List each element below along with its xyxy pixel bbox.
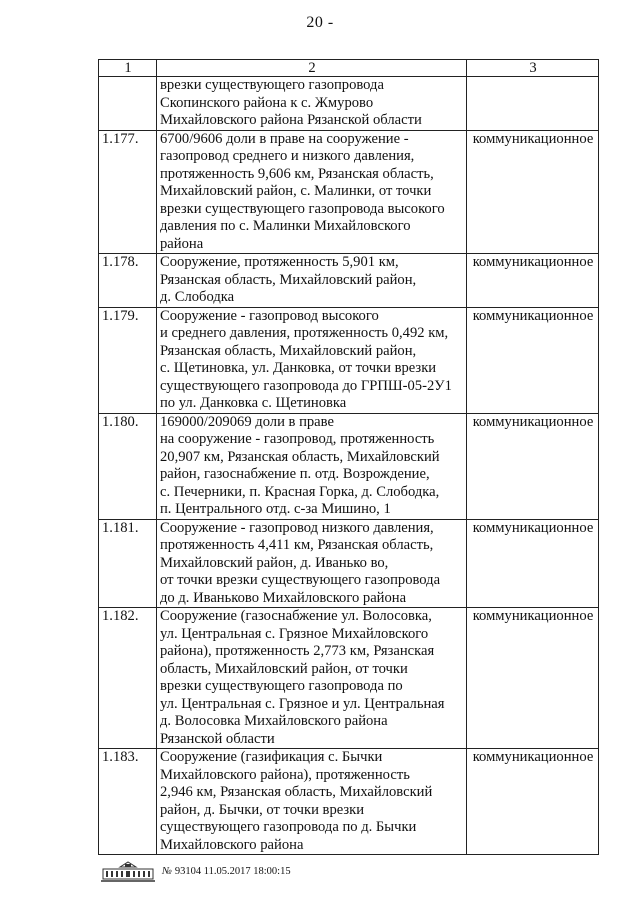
description-line: Сооружение - газопровод низкого давления, [160, 519, 434, 536]
registration-number-date: 93104 11.05.2017 18:00:15 [174, 866, 291, 877]
column-header-number: 1 [99, 60, 157, 77]
description-line: района [160, 235, 204, 252]
item-number: 1.180. [99, 413, 157, 519]
table-header-row [99, 60, 599, 77]
table-row [99, 307, 599, 413]
description-line: район, д. Бычки, от точки врезки [160, 801, 365, 818]
description-line: существующего газопровода по д. Бычки [160, 819, 417, 835]
table-row [99, 749, 599, 855]
item-number: 1.177. [99, 130, 157, 254]
description-line: с. Печерники, п. Красная Горка, д. Слободка, [160, 483, 440, 500]
description-line: протяженность 4,411 км, Рязанская область, [160, 537, 434, 553]
description-line: 20,907 км, Рязанская область, Михайловский [160, 448, 440, 465]
description-line: врезки существующего газопровода [160, 77, 384, 93]
description-line: Рязанская область, Михайловский район, [160, 271, 417, 288]
item-description [157, 307, 467, 413]
description-line: Сооружение, протяженность 5,901 км, [160, 254, 399, 270]
description-line: Михайловского района Рязанской области [160, 112, 422, 128]
table-row [99, 130, 599, 254]
description-line: ул. Центральная с. Грязное и ул. Центральная [160, 695, 445, 712]
table-row [99, 413, 599, 519]
description-line: существующего газопровода до ГРПШ-05-2У1 [160, 377, 452, 394]
item-description [157, 413, 467, 519]
description-line: Михайловского района [160, 836, 304, 853]
description-line: Сооружение - газопровод высокого [160, 307, 379, 324]
item-number: 1.181. [99, 519, 157, 608]
table-row [99, 519, 599, 608]
item-description [157, 749, 467, 855]
item-kind: коммуникационное [467, 254, 599, 308]
description-line: д. Волосовка Михайловского района [160, 713, 388, 729]
page-number: 20 - [306, 14, 334, 31]
description-line: и среднего давления, протяженность 0,492 км, [160, 325, 449, 341]
item-kind: коммуникационное [467, 413, 599, 519]
description-line: района), протяженность 2,773 км, Рязанская [160, 643, 435, 659]
description-line: 169000/209069 доли в праве [160, 413, 334, 430]
item-kind: коммуникационное [467, 307, 599, 413]
item-description [157, 254, 467, 308]
column-header-description: 2 [157, 60, 467, 77]
item-number [99, 77, 157, 131]
item-kind [467, 77, 599, 131]
description-line: область, Михайловский район, от точки [160, 660, 408, 677]
item-kind: коммуникационное [467, 608, 599, 749]
description-line: по ул. Данковка с. Щетиновка [160, 395, 347, 411]
item-description [157, 77, 467, 131]
item-number: 1.178. [99, 254, 157, 308]
item-kind: коммуникационное [467, 519, 599, 608]
description-line: от точки врезки существующего газопровода [160, 572, 441, 588]
item-description [157, 608, 467, 749]
registration-stamp [162, 866, 291, 877]
description-line: район, газоснабжение п. отд. Возрождение, [160, 466, 430, 482]
description-line: давления по с. Малинки Михайловского [160, 218, 411, 234]
description-line: ул. Центральная с. Грязное Михайловского [160, 625, 429, 642]
description-line: Рязанская область, Михайловский район, [160, 342, 417, 359]
description-line: Рязанской области [160, 730, 275, 747]
document-footer [100, 860, 360, 884]
item-number: 1.183. [99, 749, 157, 855]
description-line: Михайловский район, д. Иванько во, [160, 554, 389, 571]
description-line: протяженность 9,606 км, Рязанская область, [160, 165, 434, 182]
item-kind: коммуникационное [467, 130, 599, 254]
description-line: 6700/9606 доли в праве на сооружение - [160, 130, 409, 147]
column-header-kind: 3 [467, 60, 599, 77]
table-row [99, 608, 599, 749]
description-line: врезки существующего газопровода по [160, 678, 403, 694]
description-line: врезки существующего газопровода высокого [160, 200, 445, 217]
government-building-seal-icon [100, 860, 156, 884]
description-line: Сооружение (газификация с. Бычки [160, 749, 383, 765]
description-line: с. Щетиновка, ул. Данковка, от точки врезки [160, 360, 437, 376]
item-number: 1.182. [99, 608, 157, 749]
item-number: 1.179. [99, 307, 157, 413]
description-line: на сооружение - газопровод, протяженность [160, 431, 435, 447]
description-line: газопровод среднего и низкого давления, [160, 148, 415, 164]
description-line: п. Центрального отд. с-за Мишино, 1 [160, 501, 391, 517]
item-kind: коммуникационное [467, 749, 599, 855]
item-description [157, 519, 467, 608]
description-line: д. Слободка [160, 289, 235, 305]
item-description [157, 130, 467, 254]
description-line: 2,946 км, Рязанская область, Михайловский [160, 784, 433, 800]
table-row [99, 77, 599, 131]
description-line: Михайловского района), протяженность [160, 766, 410, 783]
description-line: до д. Иваньково Михайловского района [160, 589, 407, 606]
description-line: Сооружение (газоснабжение ул. Волосовка, [160, 608, 432, 624]
description-line: Михайловский район, с. Малинки, от точки [160, 183, 432, 199]
number-sign: № [162, 866, 172, 877]
table-row [99, 254, 599, 308]
property-table [98, 59, 599, 855]
table-body [99, 77, 599, 855]
description-line: Скопинского района к с. Жмурово [160, 94, 374, 111]
